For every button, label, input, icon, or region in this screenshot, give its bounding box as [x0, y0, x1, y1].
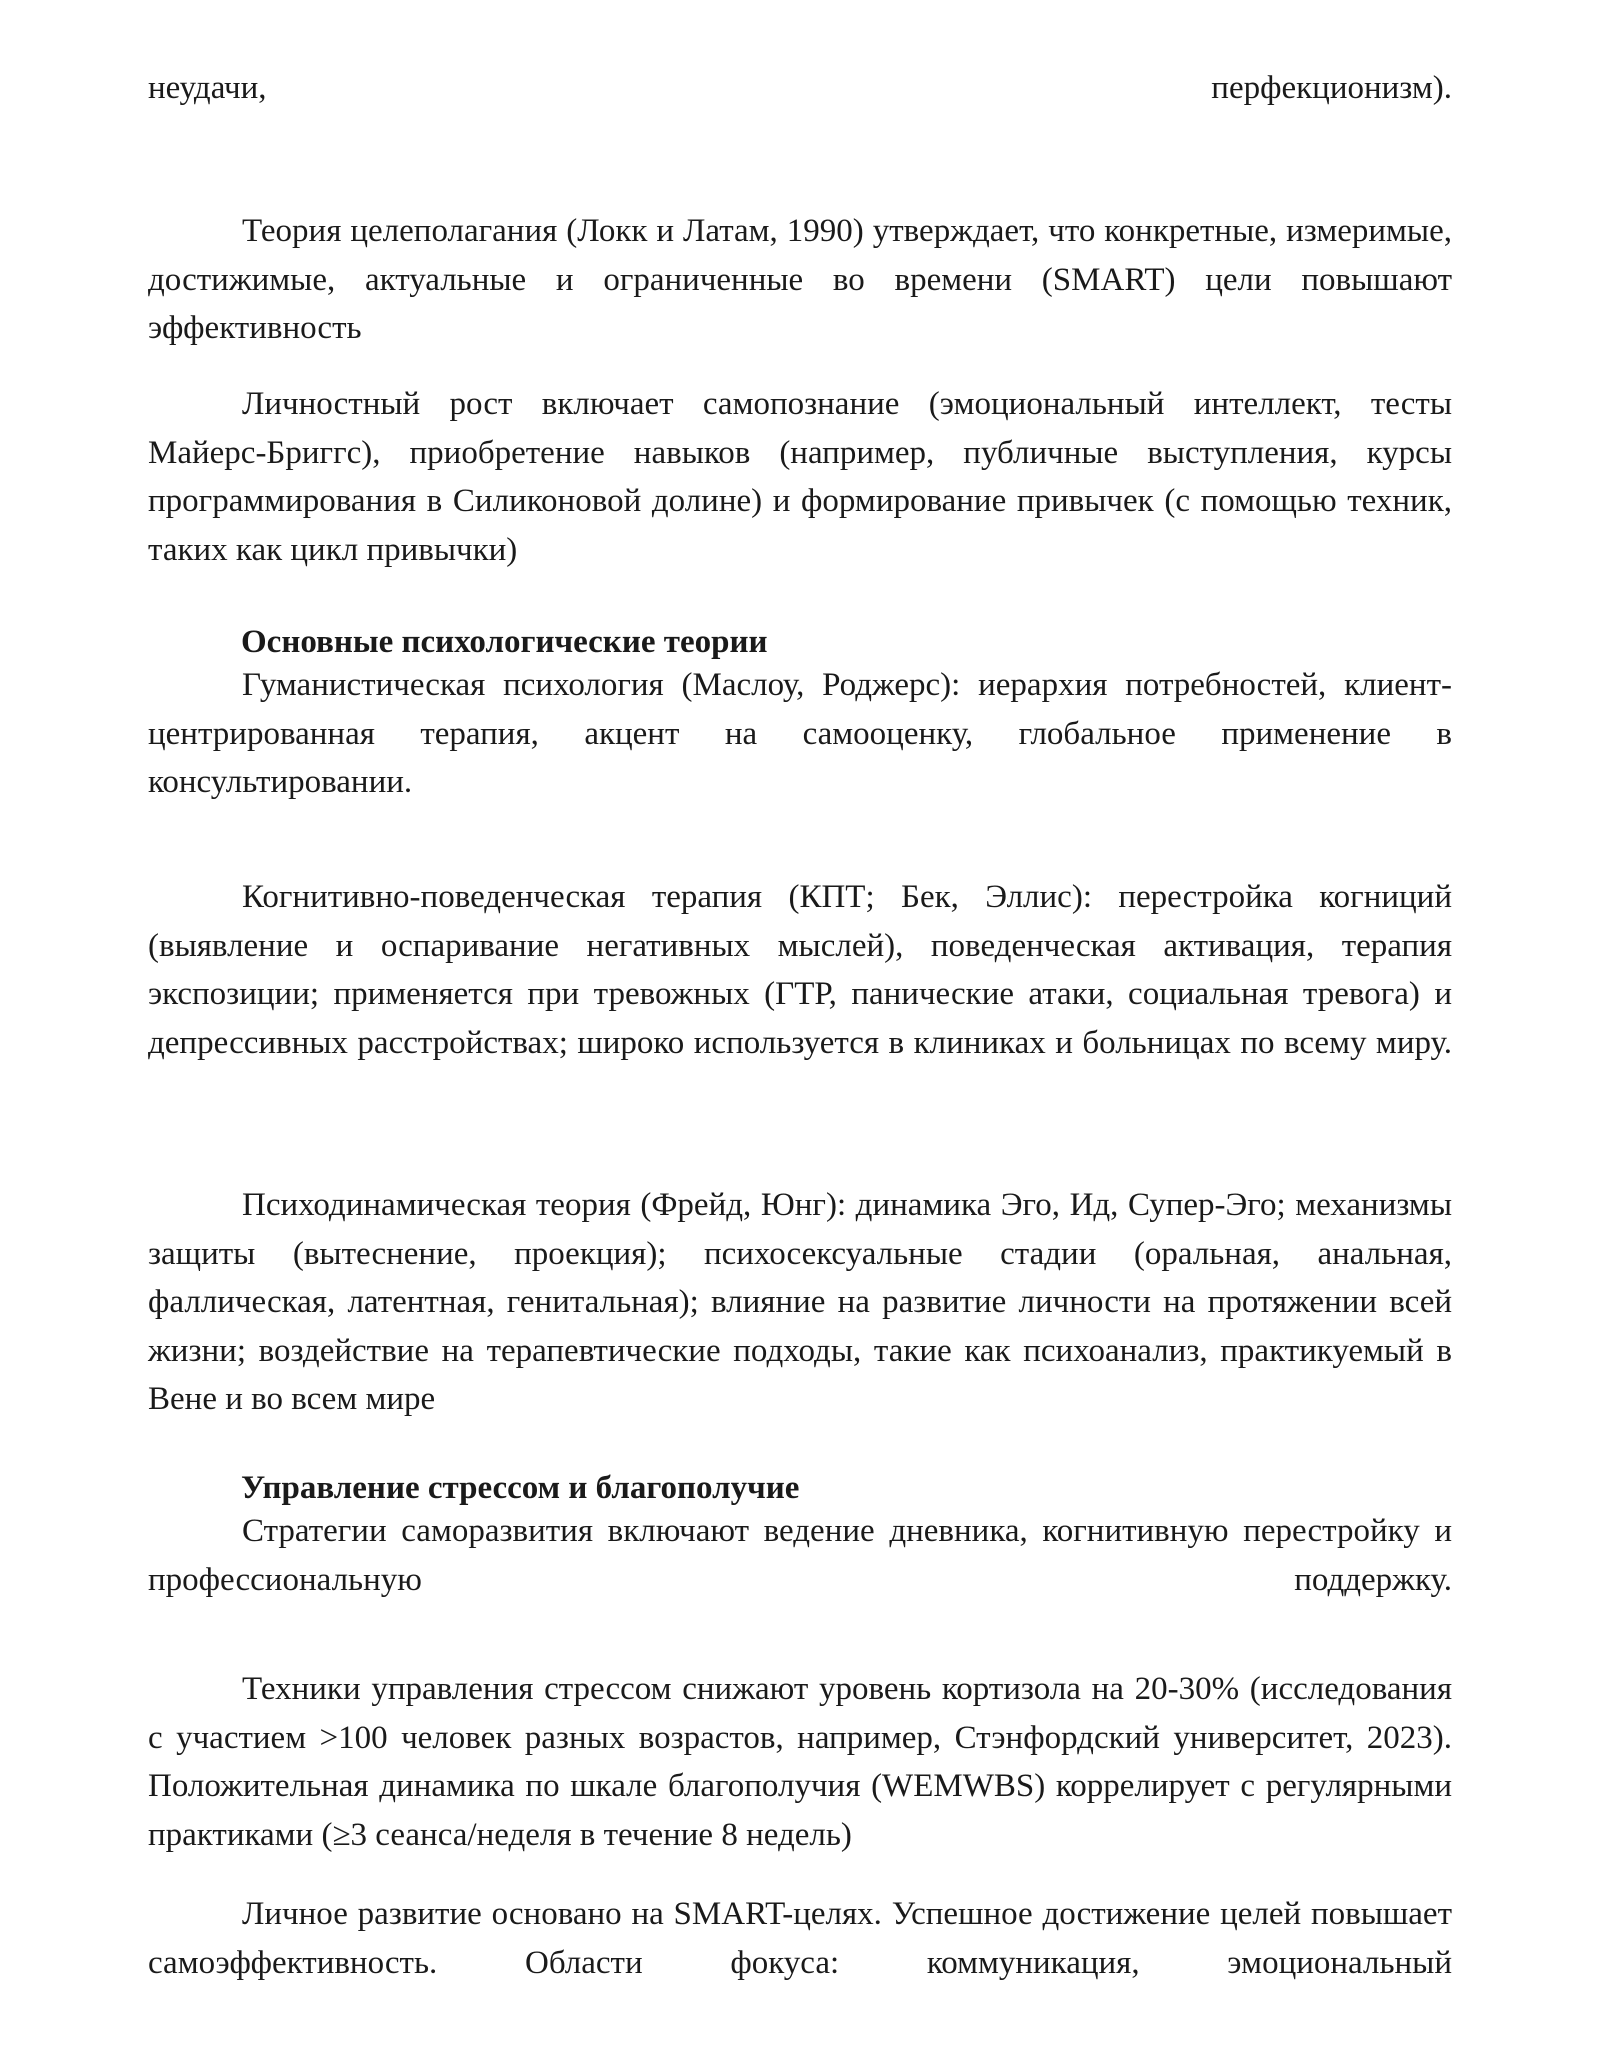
document-page — [148, 0, 1452, 2070]
continuation-line: неудачи, перфекционизм). — [148, 70, 1452, 106]
paragraph-cbt: Когнитивно-поведенческая терапия (КПТ; Бек, Эллис): перестройка когниций (выявление и оспаривание негативных мыслей), поведенческая активация, терапия экспозиции; применяется при тревожных (ГТР, панические атаки, социальная тревога) и депрессивных расстройствах; широко используется в клиниках и больницах по всему миру. — [148, 879, 1452, 1061]
paragraph-psychodynamic: Психодинамическая теория (Фрейд, Юнг): динамика Эго, Ид, Супер-Эго; механизмы защиты (вытеснение, проекция); психосексуальные стадии (оральная, анальная, фаллическая, латентная, генитальная); влияние на развитие личности на протяжении всей жизни; воздействие на терапевтические подходы, такие как психоанализ, практикуемый в Вене и во всем мире — [148, 1187, 1452, 1417]
paragraph-humanistic: Гуманистическая психология (Маслоу, Роджерс): иерархия потребностей, клиент-центрированная терапия, акцент на самооценку, глобальное применение в консультировании. — [148, 667, 1452, 800]
heading-stress-management: Управление стрессом и благополучие — [241, 1470, 800, 1506]
paragraph-self-development-strategies: Стратегии саморазвития включают ведение дневника, когнитивную перестройку и профессиональную поддержку. — [148, 1513, 1452, 1598]
paragraph-goal-setting: Теория целеполагания (Локк и Латам, 1990) утверждает, что конкретные, измеримые, достижимые, актуальные и ограниченные во времени (SMART) цели повышают эффективность — [148, 213, 1452, 346]
paragraph-smart-development: Личное развитие основано на SMART-целях. Успешное достижение целей повышает самоэффективность. Области фокуса: коммуникация, эмоциональный — [148, 1896, 1452, 1981]
paragraph-personal-growth: Личностный рост включает самопознание (эмоциональный интеллект, тесты Майерс-Бриггс), приобретение навыков (например, публичные выступления, курсы программирования в Силиконовой долине) и формирование привычек (с помощью техник, таких как цикл привычки) — [148, 386, 1452, 568]
paragraph-stress-techniques: Техники управления стрессом снижают уровень кортизола на 20-30% (исследования с участием >100 человек разных возрастов, например, Стэнфордский университет, 2023). Положительная динамика по шкале благополучия (WEMWBS) коррелирует с регулярными практиками (≥3 сеанса/неделя в течение 8 недель) — [148, 1671, 1452, 1853]
heading-psychological-theories: Основные психологические теории — [241, 624, 768, 660]
